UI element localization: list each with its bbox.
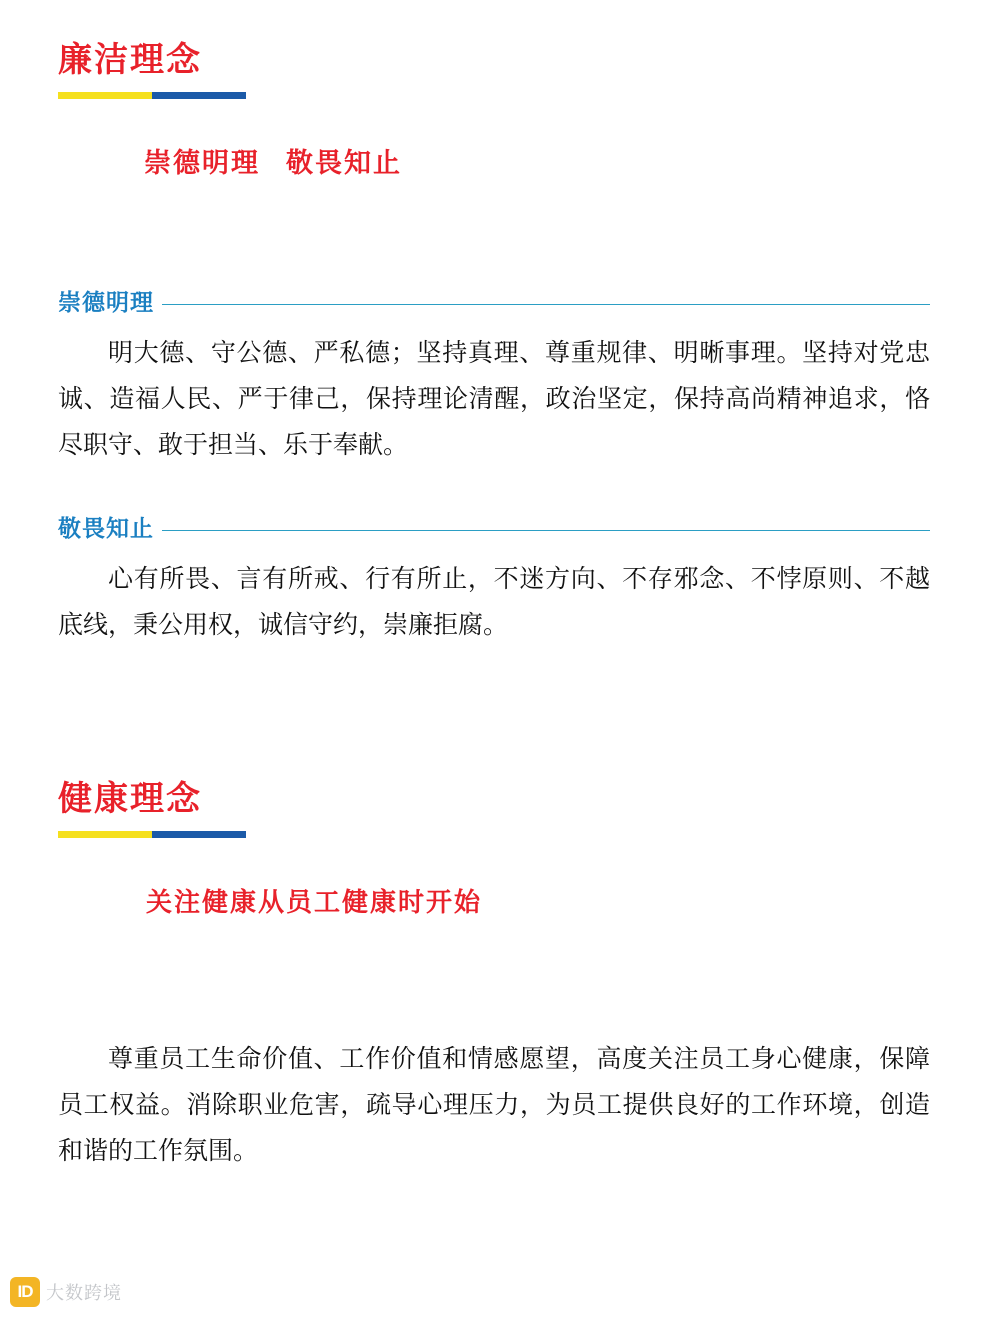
rule-blue-segment (152, 831, 246, 838)
slogan-integrity (58, 141, 930, 180)
watermark-label: 大数跨境 (46, 1283, 122, 1303)
gap-between-subsections (58, 470, 930, 510)
section-header-health (58, 779, 930, 838)
rule-blue-segment (152, 92, 246, 99)
subsection-divider-line (162, 530, 930, 531)
subsection-label-chongde: 崇德明理 (58, 288, 154, 315)
section-title-health: 健康理念 (58, 780, 202, 819)
section-rule-health (58, 831, 246, 838)
slogan-integrity-part2: 敬畏知止 (286, 147, 402, 178)
subsection-header-jingwei (58, 510, 930, 543)
section-rule-integrity (58, 92, 246, 99)
subsection-header-chongde (58, 284, 930, 317)
section-header-integrity (58, 40, 930, 99)
watermark-logo-icon: ID (10, 1277, 40, 1307)
section-body-health: 尊重员工生命价值、工作价值和情感愿望，高度关注员工身心健康，保障员工权益。消除职业危害，疏导心理压力，为员工提供良好的工作环境，创造和谐的工作氛围。 (58, 1045, 930, 1166)
subsection-body-chongde: 明大德、守公德、严私德；坚持真理、尊重规律、明晰事理。坚持对党忠诚、造福人民、严于律己，保持理论清醒，政治坚定，保持高尚精神追求，恪尽职守、敢于担当、乐于奉献。 (58, 339, 930, 460)
subsection-divider-line (162, 304, 930, 305)
slogan-integrity-part1: 崇德明理 (144, 147, 260, 178)
top-spacer (58, 0, 930, 40)
slogan-health: 关注健康从员工健康时开始 (146, 886, 483, 917)
subsection-label-jingwei: 敬畏知止 (58, 514, 154, 541)
rule-yellow-segment (58, 831, 152, 838)
gap-after-health-slogan (58, 919, 930, 1023)
gap-before-health-section (58, 649, 930, 779)
section-title-integrity: 廉洁理念 (58, 41, 202, 79)
watermark (10, 1277, 122, 1307)
rule-yellow-segment (58, 92, 152, 99)
gap-after-slogan (58, 180, 930, 284)
subsection-body-jingwei: 心有所畏、言有所戒、行有所止，不迷方向、不存邪念、不悖原则、不越底线，秉公用权，诚信守约，崇廉拒腐。 (58, 565, 930, 639)
